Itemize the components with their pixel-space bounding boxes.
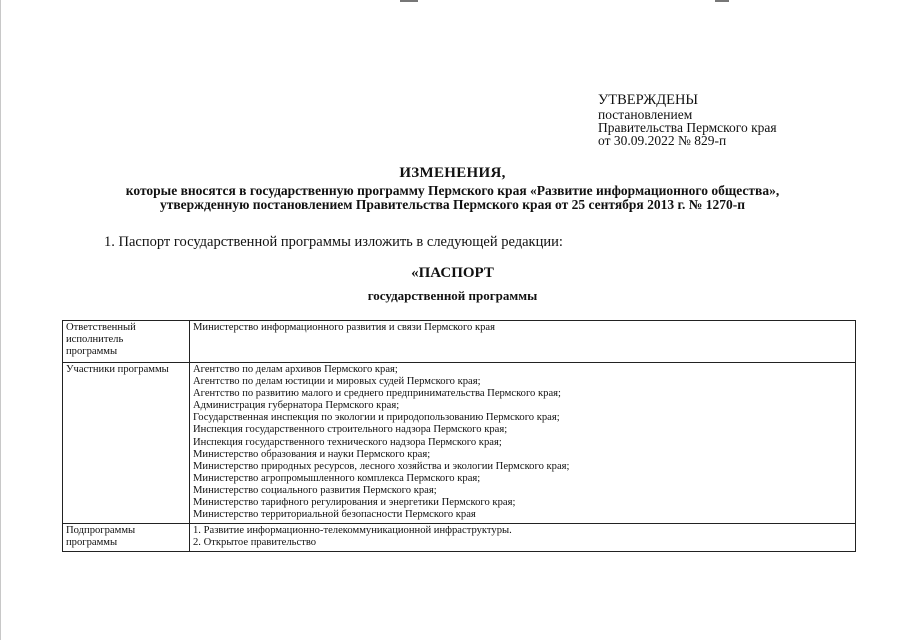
- table-row: [63, 524, 856, 552]
- row-content-line: Министерство информационного развития и связи Пермского края: [193, 322, 496, 333]
- row-label-line: исполнитель: [66, 334, 124, 346]
- passport-subtitle: государственной программы: [367, 288, 538, 303]
- row-content-line: Министерство тарифного регулирования и энергетики Пермского края;: [193, 497, 516, 509]
- row-content-line: Агентство по делам юстиции и мировых судей Пермского края;: [193, 376, 481, 388]
- passport-title: «ПАСПОРТ: [411, 265, 494, 281]
- row-label-line: Участники программы: [66, 364, 169, 375]
- passport-table: [62, 320, 856, 552]
- row-label-line: программы: [66, 346, 118, 358]
- row-content-line: Министерство агропромышленного комплекса Пермского края;: [193, 472, 481, 484]
- row-content-cell: [190, 321, 856, 363]
- table-row: [63, 321, 856, 363]
- row-content-line: 2. Открытое правительство: [193, 537, 317, 549]
- subtitle-line: которые вносятся в государственную программу Пермского края «Развитие информационного общества»,: [125, 183, 780, 198]
- row-content-cell: [190, 363, 856, 524]
- row-label-cell: [63, 321, 190, 363]
- row-content-line: 1. Развитие информационно-телекоммуникационной инфраструктуры.: [193, 525, 512, 537]
- row-content-line: Министерство природных ресурсов, лесного хозяйства и экологии Пермского края;: [193, 460, 570, 472]
- approval-line: Правительства Пермского края: [598, 120, 777, 135]
- row-label-line: Подпрограммы: [66, 525, 136, 537]
- row-label-line: Ответственный: [66, 322, 136, 333]
- document-subtitle: [60, 184, 845, 212]
- scan-artifacts: [360, 0, 760, 4]
- row-label-cell: [63, 363, 190, 524]
- table-row: [63, 363, 856, 524]
- row-content-line: Министерство образования и науки Пермского края;: [193, 448, 431, 460]
- row-label-line: программы: [66, 537, 118, 549]
- approval-block: [598, 93, 777, 147]
- row-content-line: Агентство по развитию малого и среднего предпринимательства Пермского края;: [193, 388, 561, 400]
- row-label-cell: [63, 524, 190, 552]
- row-content-line: Инспекция государственного строительного надзора Пермского края;: [193, 424, 508, 436]
- row-content-cell: [190, 524, 856, 552]
- approval-title: УТВЕРЖДЕНЫ: [598, 92, 699, 108]
- row-content-line: Инспекция государственного технического надзора Пермского края;: [193, 436, 502, 448]
- approval-line: постановлением: [598, 107, 693, 122]
- document-title: ИЗМЕНЕНИЯ,: [399, 165, 506, 181]
- row-content-line: Агентство по делам архивов Пермского края;: [193, 364, 398, 375]
- page-edge: [0, 0, 1, 640]
- paragraph: 1. Паспорт государственной программы изложить в следующей редакции:: [104, 234, 563, 250]
- row-content-line: Министерство территориальной безопасности Пермского края: [193, 509, 476, 521]
- subtitle-line: утвержденную постановлением Правительства Пермского края от 25 сентября 2013 г. № 1270-п: [159, 197, 746, 212]
- approval-line: от 30.09.2022 № 829-п: [598, 133, 727, 148]
- row-content-line: Министерство социального развития Пермского края;: [193, 484, 437, 496]
- row-content-line: Государственная инспекция по экологии и природопользованию Пермского края;: [193, 412, 560, 424]
- row-content-line: Администрация губернатора Пермского края;: [193, 400, 400, 412]
